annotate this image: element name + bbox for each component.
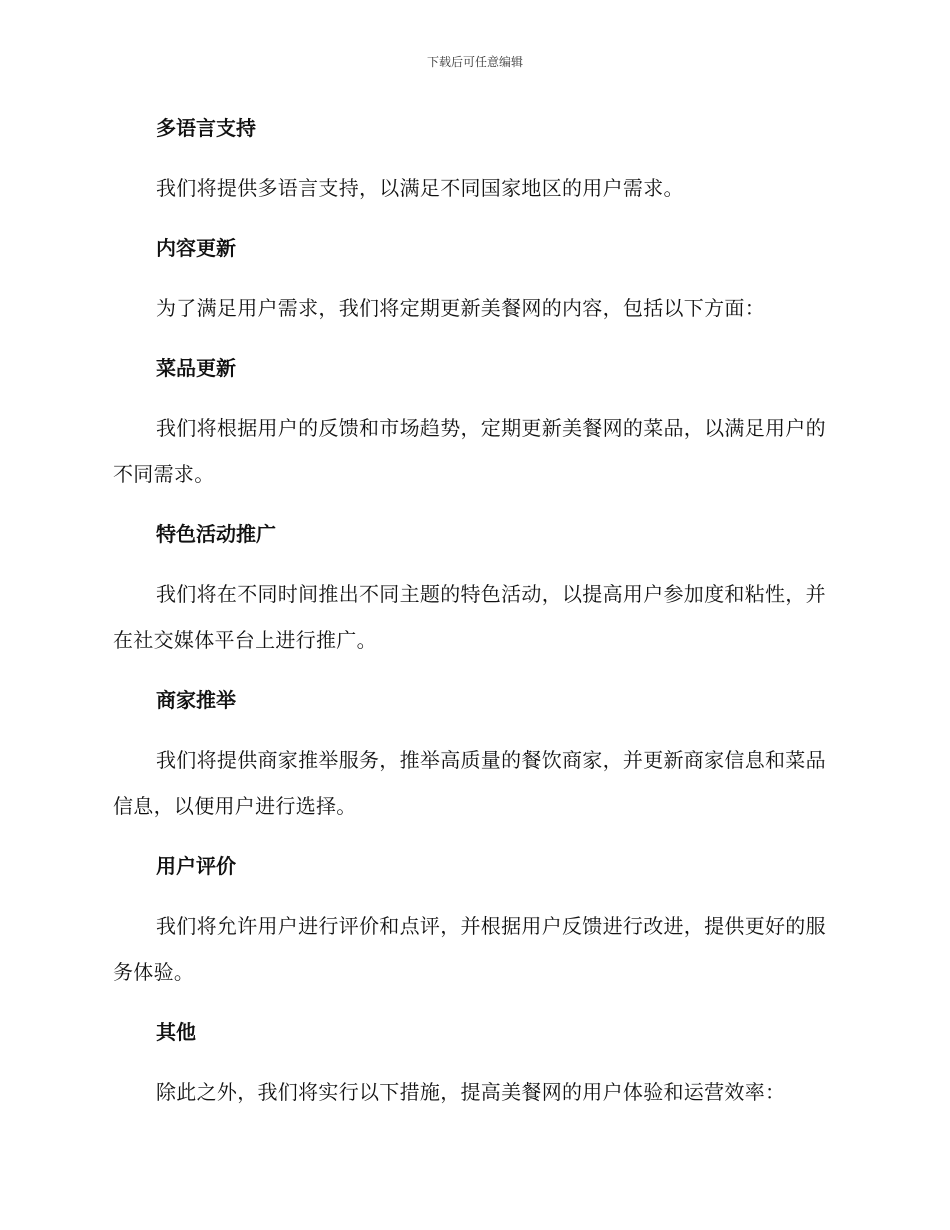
document-body <box>113 108 833 1132</box>
section-heading-content-update: 内容更新 <box>156 236 236 260</box>
section-paragraph-feature-events: 我们将在不同时间推出不同主题的特色活动，以提高用户参加度和粘性，并在社交媒体平台上进行推广。 <box>113 582 826 652</box>
section-paragraph-other: 除此之外，我们将实行以下措施，提高美餐网的用户体验和运营效率： <box>156 1080 786 1104</box>
page-header-note: 下载后可任意编辑 <box>426 55 523 69</box>
section-paragraph-multilingual: 我们将提供多语言支持，以满足不同国家地区的用户需求。 <box>156 176 684 200</box>
section-heading-multilingual: 多语言支持 <box>156 116 256 140</box>
section-paragraph-user-reviews: 我们将允许用户进行评价和点评，并根据用户反馈进行改进，提供更好的服务体验。 <box>113 914 826 984</box>
section-paragraph-merchant-recommend: 我们将提供商家推举服务，推举高质量的餐饮商家，并更新商家信息和菜品信息，以便用户进行选择。 <box>113 748 826 818</box>
section-heading-merchant-recommend: 商家推举 <box>156 688 236 712</box>
section-heading-other: 其他 <box>156 1020 196 1044</box>
section-heading-dish-update: 菜品更新 <box>156 356 236 380</box>
section-paragraph-dish-update: 我们将根据用户的反馈和市场趋势，定期更新美餐网的菜品，以满足用户的不同需求。 <box>113 416 826 486</box>
section-paragraph-content-update: 为了满足用户需求，我们将定期更新美餐网的内容，包括以下方面： <box>156 296 765 320</box>
section-heading-feature-events: 特色活动推广 <box>156 522 276 546</box>
section-heading-user-reviews: 用户评价 <box>156 854 236 878</box>
